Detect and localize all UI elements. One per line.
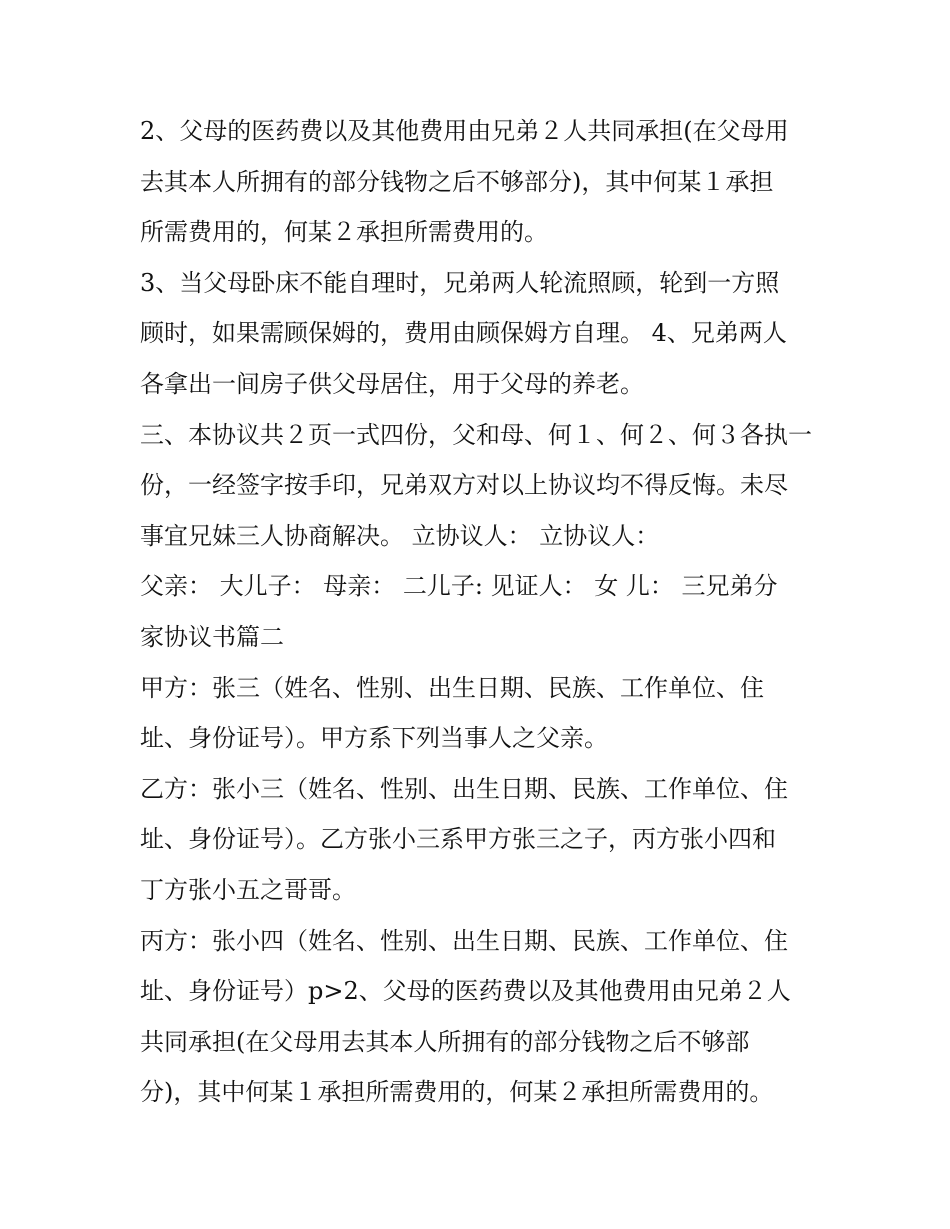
- text-line: 丁方张小五之哥哥。: [140, 875, 356, 904]
- text-line: 顾时，如果需顾保姆的，费用由顾保姆方自理。 4、兄弟两人: [140, 319, 787, 348]
- text-line: 事宜兄妹三人协商解决。 立协议人： 立协议人：: [140, 521, 660, 550]
- text-line: 共同承担(在父母用去其本人所拥有的部分钱物之后不够部: [140, 1027, 750, 1056]
- section-title: 家协议书篇二: [140, 622, 284, 651]
- text-line: 3、当父母卧床不能自理时，兄弟两人轮流照顾，轮到一方照: [140, 268, 780, 297]
- text-line: 所需费用的，何某２承担所需费用的。: [140, 218, 548, 247]
- text-line: 甲方：张三（姓名、性别、出生日期、民族、工作单位、住: [140, 673, 764, 702]
- text-line: 址、身份证号）。乙方张小三系甲方张三之子，丙方张小四和: [140, 825, 776, 854]
- document-body: [140, 106, 820, 1118]
- text-line: 分)，其中何某１承担所需费用的，何某２承担所需费用的。: [140, 1078, 774, 1107]
- text-line: 去其本人所拥有的部分钱物之后不够部分)，其中何某１承担: [140, 167, 774, 196]
- text-line: 2、父母的医药费以及其他费用由兄弟２人共同承担(在父母用: [140, 117, 789, 145]
- text-line: 乙方：张小三（姓名、性别、出生日期、民族、工作单位、住: [140, 774, 788, 803]
- text-line: 址、身份证号）p>2、父母的医药费以及其他费用由兄弟２人: [140, 977, 791, 1006]
- text-line: 父亲： 大儿子： 母亲： 二儿子: 见证人： 女 儿： 三兄弟分: [140, 572, 778, 601]
- text-line: 三、本协议共２页一式四份，父和母、何１、何２、何３各执一: [140, 420, 812, 449]
- text-line: 各拿出一间房子供父母居住，用于父母的养老。: [140, 369, 644, 398]
- text-line: 丙方：张小四（姓名、性别、出生日期、民族、工作单位、住: [140, 926, 788, 955]
- text-line: 址、身份证号）。甲方系下列当事人之父亲。: [140, 724, 608, 753]
- text-line: 份，一经签字按手印，兄弟双方对以上协议均不得反悔。未尽: [140, 471, 788, 500]
